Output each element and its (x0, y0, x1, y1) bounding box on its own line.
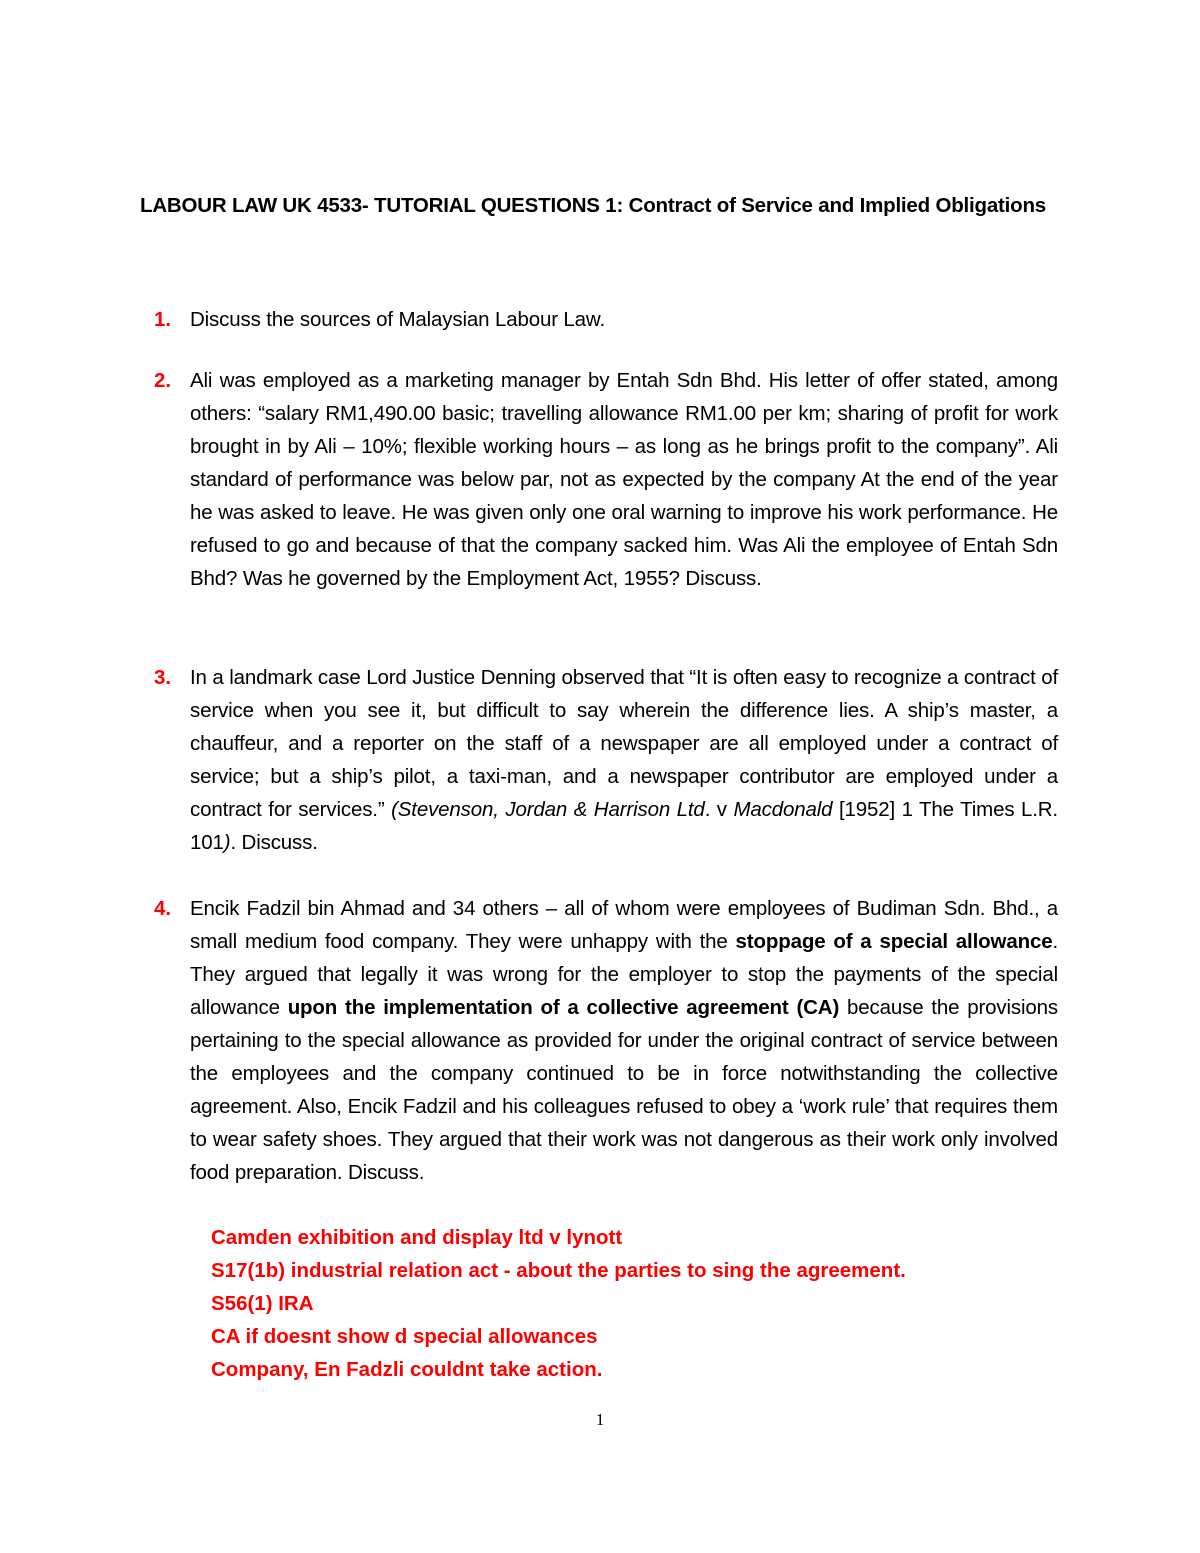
question-text-segment: . v (704, 798, 734, 821)
question-text-segment: upon the implementation of a collective agreement (CA) (287, 996, 840, 1019)
note-line: Company, En Fadzli couldnt take action. (211, 1358, 603, 1381)
question-number: 2. (154, 369, 172, 392)
question-number: 4. (154, 897, 172, 920)
question-text-segment: . Discuss. (230, 831, 318, 854)
question-text-segment: ) (223, 831, 231, 854)
question-text (190, 364, 1058, 595)
question-text (190, 892, 1058, 1189)
question-2 (140, 364, 1060, 595)
question-text-segment: because the provisions pertaining to the special allowance as provided for under the original contract of service between the employees and the company continued to be in force notwithstanding the collective agreement. Also, Encik Fadzil and his colleagues refused to obey a ‘work rule’ that requires them to wear safety shoes. They argued that their work was not dangerous as their work only involved food preparation. Discuss. (190, 996, 1058, 1184)
question-text-segment: Ali was employed as a marketing manager by Entah Sdn Bhd. His letter of offer stated, among others: “salary RM1,490.00 basic; travelling allowance RM1.00 per km; sharing of profit for work brought in by Ali – 10%; flexible working hours – as long as he brings profit to the company”. Ali standard of performance was below par, not as expected by the company At the end of the year he was asked to leave. He was given only one oral warning to improve his work performance. He refused to go and because of that the company sacked him. Was Ali the employee of Entah Sdn Bhd? Was he governed by the Employment Act, 1955? Discuss. (190, 369, 1058, 590)
question-text (190, 661, 1058, 859)
question-text-segment: stoppage of a special allowance (735, 930, 1053, 953)
question-3 (140, 661, 1060, 859)
page-title: LABOUR LAW UK 4533- TUTORIAL QUESTIONS 1: Contract of Service and Implied Obligations (140, 194, 1047, 217)
question-text-segment: Discuss the sources of Malaysian Labour Law. (190, 308, 606, 331)
question-text-segment: (Stevenson, Jordan & Harrison Ltd (391, 798, 705, 821)
note-line: S56(1) IRA (211, 1292, 314, 1315)
question-text-segment: . They argued that legally it was wrong for the employer to stop the payments of the special allowance (190, 930, 1058, 1019)
question-text-segment: Macdonald (733, 798, 833, 821)
question-text-segment: In a landmark case Lord Justice Denning observed that “It is often easy to recognize a contract of service when you see it, but difficult to say wherein the difference lies. A ship’s master, a chauffeur, and a reporter on the staff of a newspaper are all employed under a contract of service; but a ship’s pilot, a taxi-man, and a newspaper contributor are employed under a contract for services.” (190, 666, 1058, 821)
question-4 (140, 892, 1060, 1189)
note-line: S17(1b) industrial relation act - about the parties to sing the agreement. (211, 1259, 906, 1282)
note-line: Camden exhibition and display ltd v lynott (211, 1226, 623, 1249)
handwritten-notes (211, 1221, 1071, 1386)
question-text (190, 303, 1058, 336)
note-line: CA if doesnt show d special allowances (211, 1325, 598, 1348)
question-text-segment: [1952] 1 The Times L.R. 101 (190, 798, 1058, 854)
question-1 (140, 303, 1060, 336)
question-number: 3. (154, 666, 172, 689)
page-number: 1 (595, 1410, 605, 1429)
question-number: 1. (154, 308, 172, 331)
question-text-segment: Encik Fadzil bin Ahmad and 34 others – all of whom were employees of Budiman Sdn. Bhd., a small medium food company. They were unhappy with the (190, 897, 1058, 953)
